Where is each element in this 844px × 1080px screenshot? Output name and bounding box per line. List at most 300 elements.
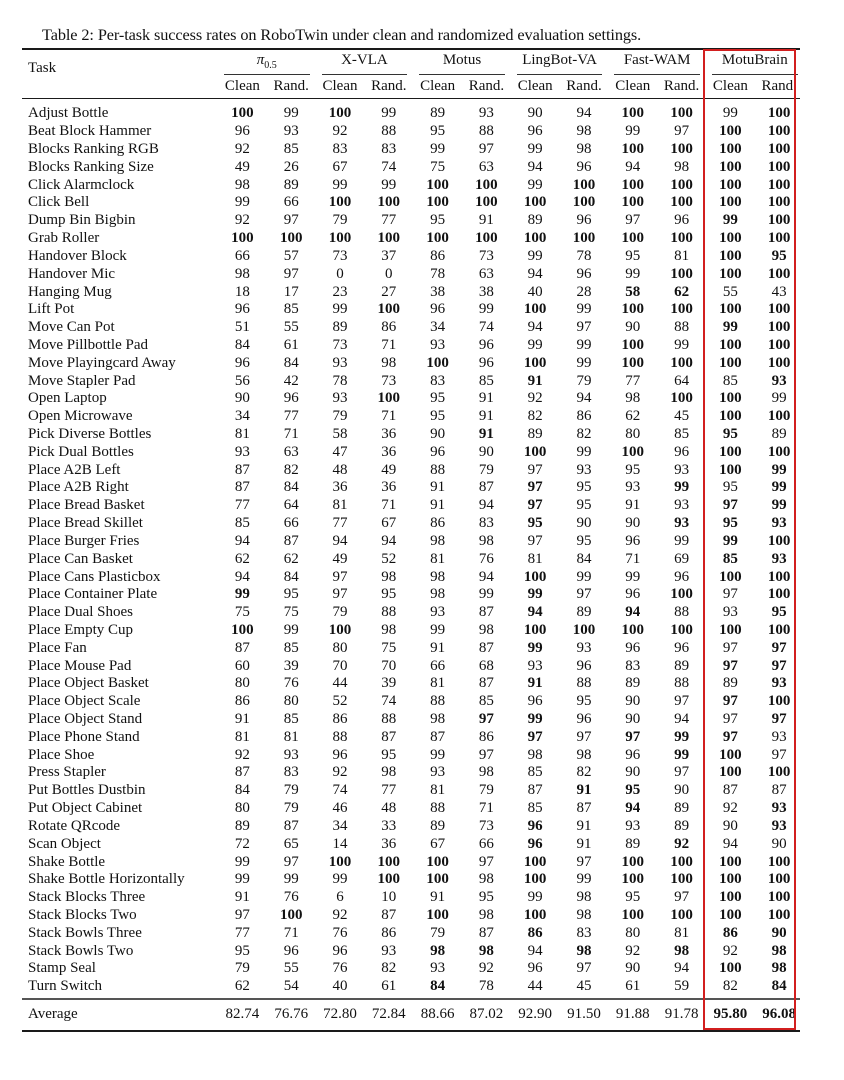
score-cell: 99 — [430, 746, 446, 763]
score-cell: 81 — [430, 675, 446, 692]
score-cell: 89 — [283, 176, 299, 193]
score-cell: 100 — [719, 408, 742, 425]
table-row — [22, 693, 804, 711]
score-cell: 95 — [722, 426, 738, 443]
score-cell: 36 — [332, 479, 348, 496]
score-cell: 58 — [332, 426, 348, 443]
table-row — [22, 337, 804, 355]
score-cell: 85 — [283, 711, 299, 728]
score-cell: 98 — [771, 942, 787, 959]
score-cell: 100 — [572, 230, 596, 247]
score-cell: 88 — [674, 604, 690, 621]
score-cell: 100 — [767, 621, 791, 638]
average-cell: 95.80 — [713, 1005, 748, 1022]
score-cell: 100 — [523, 906, 547, 923]
score-cell: 96 — [234, 301, 250, 318]
score-cell: 99 — [234, 194, 250, 211]
score-cell: 97 — [625, 212, 641, 229]
score-cell: 93 — [234, 443, 250, 460]
score-cell: 93 — [381, 942, 397, 959]
score-cell: 71 — [625, 550, 641, 567]
score-cell: 99 — [527, 889, 543, 906]
score-cell: 96 — [674, 568, 690, 585]
score-cell: 96 — [234, 354, 250, 371]
score-cell: 92 — [332, 906, 348, 923]
score-cell: 96 — [430, 301, 446, 318]
score-cell: 99 — [234, 853, 250, 870]
score-cell: 100 — [621, 230, 645, 247]
score-cell: 100 — [523, 194, 547, 211]
score-cell: 99 — [234, 586, 250, 603]
score-cell: 100 — [572, 176, 596, 193]
score-cell: 62 — [234, 550, 250, 567]
score-cell: 100 — [767, 906, 791, 923]
score-cell: 100 — [621, 906, 645, 923]
score-cell: 91 — [234, 711, 250, 728]
score-cell: 98 — [771, 960, 787, 977]
score-cell: 93 — [332, 390, 348, 407]
score-cell: 99 — [771, 390, 787, 407]
score-cell: 43 — [771, 283, 787, 300]
average-cell: 88.66 — [420, 1005, 455, 1022]
score-cell: 99 — [527, 711, 543, 728]
score-cell: 99 — [283, 621, 299, 638]
score-cell: 97 — [674, 764, 690, 781]
score-cell: 98 — [381, 764, 397, 781]
score-cell: 92 — [478, 960, 494, 977]
score-cell: 94 — [625, 158, 641, 175]
score-cell: 97 — [527, 728, 543, 745]
score-cell: 92 — [234, 746, 250, 763]
score-cell: 87 — [381, 906, 397, 923]
score-cell: 95 — [430, 390, 446, 407]
score-cell: 66 — [283, 194, 299, 211]
score-cell: 93 — [625, 479, 641, 496]
score-cell: 100 — [475, 230, 498, 247]
score-cell: 90 — [625, 764, 641, 781]
task-name: Place Dual Shoes — [28, 604, 133, 621]
score-cell: 61 — [283, 336, 299, 353]
score-cell: 97 — [527, 479, 543, 496]
score-cell: 71 — [478, 800, 494, 817]
score-cell: 100 — [621, 443, 645, 460]
score-cell: 99 — [332, 871, 348, 888]
score-cell: 97 — [576, 586, 592, 603]
score-cell: 98 — [576, 942, 592, 959]
score-cell: 93 — [771, 728, 787, 745]
score-cell: 83 — [283, 764, 299, 781]
score-cell: 89 — [332, 319, 348, 336]
score-cell: 100 — [719, 141, 742, 158]
score-cell: 100 — [719, 176, 742, 193]
score-cell: 98 — [576, 889, 592, 906]
score-cell: 96 — [576, 711, 592, 728]
score-cell: 100 — [767, 141, 791, 158]
score-cell: 79 — [332, 212, 348, 229]
task-name: Place Burger Fries — [28, 532, 140, 549]
score-cell: 97 — [527, 497, 543, 514]
score-cell: 100 — [719, 746, 742, 763]
score-cell: 95 — [381, 746, 397, 763]
score-cell: 81 — [234, 728, 250, 745]
score-cell: 100 — [523, 853, 547, 870]
table-row — [22, 248, 804, 266]
task-name: Place Object Stand — [28, 711, 143, 728]
score-cell: 93 — [576, 461, 592, 478]
score-cell: 93 — [283, 123, 299, 140]
score-cell: 91 — [430, 479, 446, 496]
score-cell: 63 — [283, 443, 299, 460]
score-cell: 97 — [283, 265, 299, 282]
score-cell: 100 — [621, 621, 645, 638]
score-cell: 100 — [719, 336, 742, 353]
score-cell: 88 — [381, 711, 397, 728]
score-cell: 93 — [674, 515, 690, 532]
score-cell: 76 — [283, 889, 299, 906]
score-cell: 96 — [283, 390, 299, 407]
task-name: Press Stapler — [28, 764, 106, 781]
score-cell: 75 — [283, 604, 299, 621]
score-cell: 85 — [283, 301, 299, 318]
score-cell: 87 — [722, 782, 738, 799]
score-cell: 51 — [234, 319, 250, 336]
score-cell: 94 — [381, 532, 397, 549]
score-cell: 55 — [283, 960, 299, 977]
score-cell: 99 — [722, 105, 738, 122]
score-cell: 90 — [576, 515, 592, 532]
score-cell: 87 — [478, 675, 494, 692]
sub-header: Rand. — [761, 78, 797, 94]
score-cell: 100 — [719, 158, 742, 175]
score-cell: 84 — [430, 978, 446, 995]
score-cell: 97 — [674, 123, 690, 140]
task-name: Adjust Bottle — [28, 105, 109, 122]
score-cell: 94 — [674, 711, 690, 728]
score-cell: 99 — [527, 639, 543, 656]
score-cell: 98 — [234, 176, 250, 193]
score-cell: 36 — [381, 835, 397, 852]
score-cell: 96 — [527, 693, 543, 710]
score-cell: 95 — [430, 123, 446, 140]
score-cell: 100 — [670, 301, 693, 318]
score-cell: 84 — [771, 978, 787, 995]
score-cell: 100 — [767, 158, 791, 175]
score-cell: 100 — [328, 230, 352, 247]
score-cell: 84 — [283, 479, 299, 496]
task-name: Place Shoe — [28, 746, 95, 763]
task-name: Shake Bottle — [28, 853, 106, 870]
score-cell: 67 — [332, 158, 348, 175]
score-cell: 100 — [767, 586, 791, 603]
score-cell: 73 — [478, 247, 494, 264]
score-cell: 96 — [625, 639, 641, 656]
score-cell: 92 — [234, 141, 250, 158]
score-cell: 99 — [674, 336, 690, 353]
sub-header: Rand. — [273, 78, 309, 94]
score-cell: 10 — [381, 889, 397, 906]
score-cell: 97 — [576, 853, 592, 870]
score-cell: 61 — [381, 978, 397, 995]
score-cell: 97 — [771, 657, 787, 674]
score-cell: 77 — [625, 372, 641, 389]
table-row — [22, 871, 804, 889]
score-cell: 84 — [283, 568, 299, 585]
score-cell: 95 — [283, 586, 299, 603]
task-name: Stack Blocks Two — [28, 906, 137, 923]
score-cell: 96 — [576, 265, 592, 282]
score-cell: 89 — [576, 604, 592, 621]
score-cell: 87 — [283, 532, 299, 549]
score-cell: 14 — [332, 835, 348, 852]
score-cell: 83 — [430, 372, 446, 389]
table-row — [22, 853, 804, 871]
task-name: Place A2B Right — [28, 479, 129, 496]
score-cell: 26 — [283, 158, 299, 175]
score-cell: 34 — [332, 817, 348, 834]
score-cell: 79 — [332, 408, 348, 425]
sub-header: Rand. — [371, 78, 407, 94]
score-cell: 96 — [625, 746, 641, 763]
table-row — [22, 497, 804, 515]
score-cell: 91 — [625, 497, 641, 514]
score-cell: 91 — [478, 426, 494, 443]
group-underline — [419, 74, 505, 75]
score-cell: 97 — [722, 586, 738, 603]
task-name: Pick Dual Bottles — [28, 443, 134, 460]
score-cell: 64 — [674, 372, 690, 389]
score-cell: 96 — [674, 212, 690, 229]
score-cell: 96 — [625, 532, 641, 549]
score-cell: 89 — [234, 817, 250, 834]
score-cell: 77 — [381, 782, 397, 799]
score-cell: 97 — [283, 853, 299, 870]
table-row — [22, 426, 804, 444]
sub-header: Clean — [322, 78, 358, 94]
score-cell: 100 — [670, 105, 693, 122]
task-name: Beat Block Hammer — [28, 123, 152, 140]
score-cell: 6 — [336, 889, 344, 906]
score-cell: 93 — [332, 354, 348, 371]
average-cell: 72.84 — [371, 1005, 406, 1022]
score-cell: 62 — [674, 283, 690, 300]
score-cell: 100 — [670, 853, 693, 870]
score-cell: 100 — [719, 247, 742, 264]
task-name: Place Mouse Pad — [28, 657, 132, 674]
score-cell: 95 — [576, 532, 592, 549]
score-cell: 100 — [767, 354, 791, 371]
score-cell: 83 — [625, 657, 641, 674]
score-cell: 95 — [722, 479, 738, 496]
score-cell: 97 — [722, 693, 738, 710]
score-cell: 97 — [576, 960, 592, 977]
task-name: Grab Roller — [28, 230, 100, 247]
score-cell: 90 — [478, 443, 494, 460]
score-cell: 100 — [426, 354, 449, 371]
score-cell: 23 — [332, 283, 348, 300]
score-cell: 87 — [478, 924, 494, 941]
score-cell: 97 — [722, 657, 738, 674]
score-cell: 99 — [381, 105, 397, 122]
score-cell: 90 — [722, 817, 738, 834]
score-cell: 84 — [234, 782, 250, 799]
score-cell: 96 — [576, 657, 592, 674]
score-cell: 97 — [771, 639, 787, 656]
score-cell: 89 — [674, 800, 690, 817]
score-cell: 100 — [719, 764, 742, 781]
score-cell: 100 — [670, 141, 693, 158]
score-cell: 95 — [234, 942, 250, 959]
score-cell: 100 — [279, 906, 303, 923]
score-cell: 98 — [527, 746, 543, 763]
table-row — [22, 123, 804, 141]
average-cell: 91.78 — [664, 1005, 699, 1022]
task-name: Open Microwave — [28, 408, 133, 425]
score-cell: 67 — [430, 835, 446, 852]
score-cell: 88 — [674, 319, 690, 336]
score-cell: 88 — [430, 693, 446, 710]
score-cell: 59 — [674, 978, 690, 995]
table-row — [22, 141, 804, 159]
table-row — [22, 301, 804, 319]
score-cell: 88 — [430, 800, 446, 817]
score-cell: 100 — [670, 586, 693, 603]
average-row — [22, 1004, 804, 1024]
score-cell: 100 — [767, 105, 791, 122]
score-cell: 99 — [430, 621, 446, 638]
score-cell: 100 — [377, 390, 401, 407]
score-cell: 60 — [234, 657, 250, 674]
score-cell: 79 — [234, 960, 250, 977]
score-cell: 63 — [478, 265, 494, 282]
score-cell: 93 — [430, 764, 446, 781]
score-cell: 45 — [576, 978, 592, 995]
score-cell: 100 — [767, 319, 791, 336]
score-cell: 0 — [336, 265, 344, 282]
score-cell: 100 — [621, 141, 645, 158]
group-header: Fast-WAM — [623, 52, 691, 68]
score-cell: 100 — [572, 194, 596, 211]
score-cell: 99 — [576, 301, 592, 318]
score-cell: 99 — [527, 141, 543, 158]
score-cell: 45 — [674, 408, 690, 425]
score-cell: 97 — [478, 746, 494, 763]
score-cell: 91 — [478, 408, 494, 425]
score-cell: 81 — [332, 497, 348, 514]
score-cell: 99 — [234, 871, 250, 888]
average-cell: 92.90 — [518, 1005, 553, 1022]
score-cell: 100 — [767, 123, 791, 140]
score-cell: 100 — [475, 194, 498, 211]
score-cell: 93 — [722, 604, 738, 621]
sub-header: Clean — [712, 78, 748, 94]
score-cell: 98 — [381, 621, 397, 638]
score-cell: 91 — [478, 212, 494, 229]
score-cell: 85 — [674, 426, 690, 443]
score-cell: 93 — [771, 675, 787, 692]
average-cell: 91.50 — [567, 1005, 601, 1022]
score-cell: 83 — [332, 141, 348, 158]
score-cell: 97 — [332, 586, 348, 603]
score-cell: 42 — [283, 372, 299, 389]
score-cell: 100 — [621, 871, 645, 888]
score-cell: 90 — [625, 319, 641, 336]
score-cell: 96 — [576, 212, 592, 229]
score-cell: 97 — [722, 728, 738, 745]
header-rule — [22, 98, 800, 99]
score-cell: 86 — [576, 408, 592, 425]
score-cell: 83 — [576, 924, 592, 941]
score-cell: 96 — [527, 835, 543, 852]
task-name: Stack Blocks Three — [28, 889, 146, 906]
task-name: Dump Bin Bigbin — [28, 212, 136, 229]
score-cell: 89 — [722, 675, 738, 692]
average-cell: 96.08 — [762, 1005, 797, 1022]
score-cell: 99 — [674, 746, 690, 763]
score-cell: 88 — [430, 461, 446, 478]
score-cell: 77 — [381, 212, 397, 229]
table-row — [22, 443, 804, 461]
score-cell: 80 — [625, 924, 641, 941]
score-cell: 77 — [234, 497, 250, 514]
score-cell: 80 — [625, 426, 641, 443]
score-cell: 82 — [722, 978, 738, 995]
score-cell: 36 — [381, 426, 397, 443]
table-row — [22, 586, 804, 604]
score-cell: 63 — [478, 158, 494, 175]
table-row — [22, 194, 804, 212]
score-cell: 95 — [625, 461, 641, 478]
score-cell: 96 — [527, 123, 543, 140]
score-cell: 99 — [771, 479, 787, 496]
score-cell: 100 — [670, 906, 693, 923]
score-cell: 98 — [478, 532, 494, 549]
score-cell: 36 — [381, 479, 397, 496]
average-rule — [22, 998, 800, 1000]
score-cell: 79 — [283, 782, 299, 799]
score-cell: 100 — [377, 230, 401, 247]
score-cell: 73 — [381, 372, 397, 389]
score-cell: 83 — [478, 515, 494, 532]
score-cell: 100 — [621, 105, 645, 122]
score-cell: 81 — [527, 550, 543, 567]
score-cell: 47 — [332, 443, 348, 460]
score-cell: 71 — [381, 408, 397, 425]
score-cell: 94 — [527, 942, 543, 959]
score-cell: 73 — [478, 817, 494, 834]
score-cell: 85 — [283, 141, 299, 158]
score-cell: 98 — [478, 906, 494, 923]
score-cell: 94 — [527, 265, 543, 282]
score-cell: 94 — [527, 158, 543, 175]
task-name: Put Bottles Dustbin — [28, 782, 146, 799]
score-cell: 94 — [478, 497, 494, 514]
score-cell: 87 — [234, 479, 250, 496]
score-cell: 82 — [381, 960, 397, 977]
group-header: X-VLA — [341, 52, 388, 68]
score-cell: 96 — [478, 336, 494, 353]
score-cell: 80 — [332, 639, 348, 656]
score-cell: 100 — [719, 960, 742, 977]
task-name: Blocks Ranking RGB — [28, 141, 159, 158]
score-cell: 87 — [478, 639, 494, 656]
table-row — [22, 568, 804, 586]
score-cell: 87 — [283, 817, 299, 834]
score-cell: 93 — [674, 497, 690, 514]
score-cell: 96 — [674, 639, 690, 656]
score-cell: 89 — [625, 835, 641, 852]
score-cell: 76 — [283, 675, 299, 692]
table-row — [22, 728, 804, 746]
